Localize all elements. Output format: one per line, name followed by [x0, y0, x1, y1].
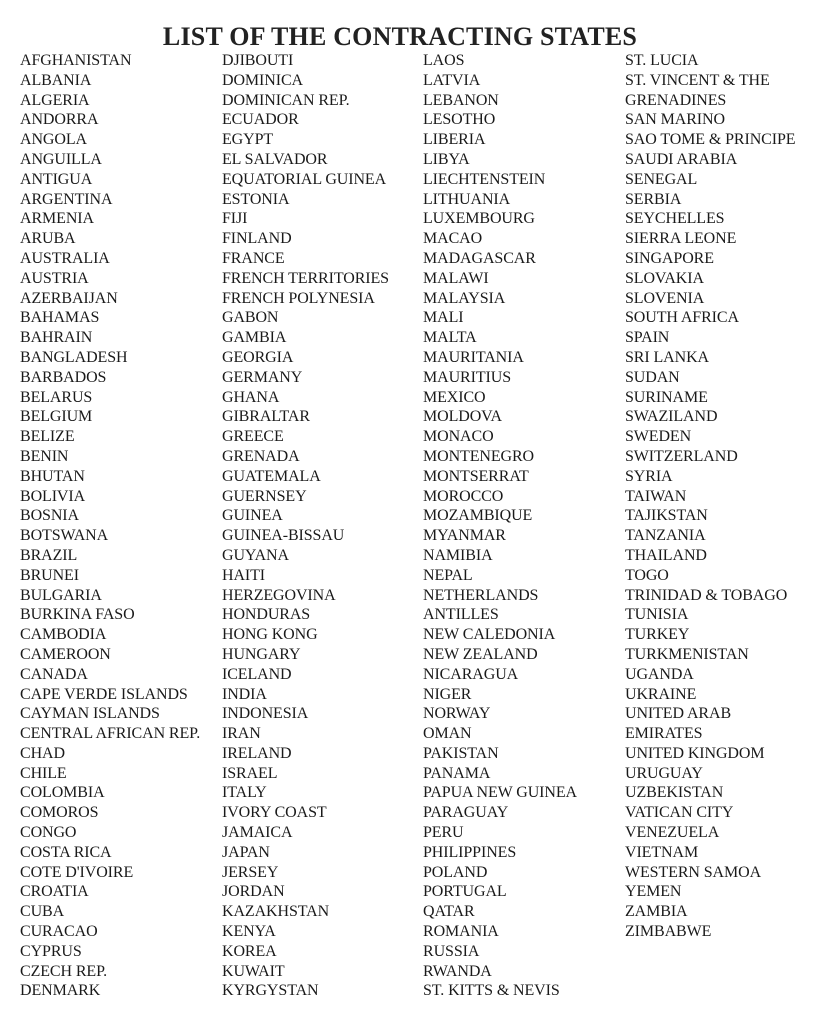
state-entry: CROATIA: [20, 883, 89, 901]
state-entry: BARBADOS: [20, 368, 107, 386]
state-entry: UNITED ARAB: [625, 705, 732, 723]
state-entry: SYRIA: [625, 467, 673, 485]
state-entry: SLOVENIA: [625, 289, 705, 307]
state-entry: ST. KITTS & NEVIS: [423, 982, 560, 1000]
state-entry: TURKMENISTAN: [625, 645, 749, 663]
state-entry: BURKINA FASO: [20, 606, 135, 624]
state-entry: HAITI: [222, 566, 266, 584]
state-entry: BRAZIL: [20, 546, 78, 564]
state-entry: UZBEKISTAN: [625, 784, 724, 802]
state-entry: CAYMAN ISLANDS: [20, 705, 160, 723]
state-entry: LEBANON: [423, 91, 499, 109]
state-entry: GRENADINES: [625, 91, 727, 109]
state-entry: ALGERIA: [20, 91, 90, 109]
state-entry: SURINAME: [625, 388, 708, 406]
state-entry: RWANDA: [423, 962, 492, 980]
state-entry: GUINEA: [222, 507, 283, 525]
state-entry: TAJIKSTAN: [625, 507, 708, 525]
state-entry: FINLAND: [222, 230, 292, 248]
state-entry: GUINEA-BISSAU: [222, 527, 345, 545]
state-entry: KAZAKHSTAN: [222, 903, 330, 921]
state-entry: CUBA: [20, 903, 65, 921]
state-entry: ANTILLES: [423, 606, 499, 624]
state-entry: BELIZE: [20, 428, 75, 446]
state-entry: KUWAIT: [222, 962, 285, 980]
state-entry: KENYA: [222, 923, 276, 941]
state-entry: SAUDI ARABIA: [625, 150, 738, 168]
state-entry: EGYPT: [222, 131, 274, 149]
state-entry: ITALY: [222, 784, 267, 802]
state-entry: BELGIUM: [20, 408, 93, 426]
state-entry: FRANCE: [222, 249, 285, 267]
states-column-1: [20, 51, 200, 1001]
state-entry: ANDORRA: [20, 111, 99, 129]
state-entry: LIECHTENSTEIN: [423, 170, 546, 188]
state-entry: BULGARIA: [20, 586, 102, 604]
state-entry: FIJI: [222, 210, 248, 228]
state-entry: MONTENEGRO: [423, 447, 534, 465]
state-entry: ICELAND: [222, 665, 292, 683]
state-entry: BOSNIA: [20, 507, 79, 525]
state-entry: ISRAEL: [222, 764, 278, 782]
state-entry: SAO TOME & PRINCIPE: [625, 131, 796, 149]
state-entry: BHUTAN: [20, 467, 85, 485]
state-entry: BAHRAIN: [20, 329, 93, 347]
state-entry: TUNISIA: [625, 606, 689, 624]
state-entry: LUXEMBOURG: [423, 210, 535, 228]
state-entry: LIBERIA: [423, 131, 486, 149]
state-entry: UGANDA: [625, 665, 694, 683]
state-entry: VIETNAM: [625, 843, 699, 861]
state-entry: SWEDEN: [625, 428, 692, 446]
state-entry: LIBYA: [423, 150, 470, 168]
state-entry: ECUADOR: [222, 111, 299, 129]
state-entry: CAMBODIA: [20, 626, 107, 644]
state-entry: CAMEROON: [20, 645, 111, 663]
state-entry: CHAD: [20, 744, 65, 762]
state-entry: FRENCH TERRITORIES: [222, 269, 389, 287]
state-entry: THAILAND: [625, 546, 707, 564]
state-entry: DOMINICAN REP.: [222, 91, 350, 109]
state-entry: DOMINICA: [222, 71, 303, 89]
state-entry: UKRAINE: [625, 685, 697, 703]
state-entry: ANGUILLA: [20, 150, 102, 168]
state-entry: HONDURAS: [222, 606, 311, 624]
state-entry: BOTSWANA: [20, 527, 109, 545]
state-entry: ROMANIA: [423, 923, 499, 941]
state-entry: MALTA: [423, 329, 477, 347]
state-entry: ST. LUCIA: [625, 52, 699, 69]
state-entry: KOREA: [222, 942, 277, 960]
state-entry: SAN MARINO: [625, 111, 725, 129]
state-entry: LAOS: [423, 52, 465, 69]
state-entry: MALAWI: [423, 269, 489, 287]
state-entry: INDIA: [222, 685, 267, 703]
state-entry: HERZEGOVINA: [222, 586, 336, 604]
state-entry: COLOMBIA: [20, 784, 105, 802]
state-entry: NEW CALEDONIA: [423, 626, 556, 644]
state-entry: PERU: [423, 824, 464, 842]
state-entry: POLAND: [423, 863, 488, 881]
state-entry: ANGOLA: [20, 131, 87, 149]
state-entry: YEMEN: [625, 883, 682, 901]
state-entry: VENEZUELA: [625, 824, 720, 842]
state-entry: SWITZERLAND: [625, 447, 738, 465]
state-entry: GEORGIA: [222, 348, 294, 366]
state-entry: SPAIN: [625, 329, 670, 347]
state-entry: IVORY COAST: [222, 804, 327, 822]
states-column-4: [625, 51, 795, 942]
state-entry: MADAGASCAR: [423, 249, 536, 267]
page-title: LIST OF THE CONTRACTING STATES: [162, 22, 638, 52]
states-column-2: [222, 51, 389, 1001]
state-entry: OMAN: [423, 725, 472, 743]
state-entry: FRENCH POLYNESIA: [222, 289, 375, 307]
state-entry: SERBIA: [625, 190, 682, 208]
state-entry: EMIRATES: [625, 725, 703, 743]
state-entry: NORWAY: [423, 705, 491, 723]
state-entry: CONGO: [20, 824, 77, 842]
state-entry: BENIN: [20, 447, 69, 465]
state-entry: AFGHANISTAN: [20, 52, 132, 69]
state-entry: KYRGYSTAN: [222, 982, 319, 1000]
state-entry: ZIMBABWE: [625, 923, 712, 941]
state-entry: SOUTH AFRICA: [625, 309, 739, 327]
state-entry: HONG KONG: [222, 626, 318, 644]
state-entry: SENEGAL: [625, 170, 698, 188]
state-entry: NAMIBIA: [423, 546, 493, 564]
state-entry: SLOVAKIA: [625, 269, 704, 287]
state-entry: ARGENTINA: [20, 190, 113, 208]
state-entry: AUSTRIA: [20, 269, 89, 287]
state-entry: GERMANY: [222, 368, 303, 386]
state-entry: ST. VINCENT & THE: [625, 71, 770, 89]
state-entry: URUGUAY: [625, 764, 703, 782]
state-entry: TOGO: [625, 566, 669, 584]
state-entry: COTE D'IVOIRE: [20, 863, 134, 881]
state-entry: JAMAICA: [222, 824, 293, 842]
state-entry: MAURITIUS: [423, 368, 511, 386]
state-entry: PAKISTAN: [423, 744, 499, 762]
state-entry: GUYANA: [222, 546, 289, 564]
state-entry: MONTSERRAT: [423, 467, 529, 485]
states-list: [0, 51, 837, 1011]
state-entry: SUDAN: [625, 368, 680, 386]
state-entry: BELARUS: [20, 388, 93, 406]
state-entry: MONACO: [423, 428, 494, 446]
state-entry: ARMENIA: [20, 210, 94, 228]
state-entry: CAPE VERDE ISLANDS: [20, 685, 188, 703]
state-entry: GUERNSEY: [222, 487, 307, 505]
state-entry: WESTERN SAMOA: [625, 863, 762, 881]
state-entry: BRUNEI: [20, 566, 79, 584]
state-entry: GRENADA: [222, 447, 300, 465]
state-entry: GIBRALTAR: [222, 408, 310, 426]
state-entry: GHANA: [222, 388, 280, 406]
state-entry: ARUBA: [20, 230, 76, 248]
state-entry: ESTONIA: [222, 190, 290, 208]
state-entry: SEYCHELLES: [625, 210, 725, 228]
state-entry: AZERBAIJAN: [20, 289, 118, 307]
state-entry: AUSTRALIA: [20, 249, 110, 267]
state-entry: MACAO: [423, 230, 483, 248]
state-entry: UNITED KINGDOM: [625, 744, 765, 762]
state-entry: COSTA RICA: [20, 843, 112, 861]
state-entry: TURKEY: [625, 626, 690, 644]
state-entry: SIERRA LEONE: [625, 230, 737, 248]
state-entry: SWAZILAND: [625, 408, 718, 426]
state-entry: ALBANIA: [20, 71, 92, 89]
state-entry: SINGAPORE: [625, 249, 714, 267]
state-entry: LESOTHO: [423, 111, 496, 129]
state-entry: CYPRUS: [20, 942, 82, 960]
state-entry: PANAMA: [423, 764, 491, 782]
state-entry: GREECE: [222, 428, 284, 446]
state-entry: PAPUA NEW GUINEA: [423, 784, 577, 802]
state-entry: NETHERLANDS: [423, 586, 539, 604]
state-entry: BANGLADESH: [20, 348, 128, 366]
state-entry: JORDAN: [222, 883, 285, 901]
state-entry: NIGER: [423, 685, 472, 703]
state-entry: PORTUGAL: [423, 883, 507, 901]
state-entry: NEPAL: [423, 566, 473, 584]
state-entry: TAIWAN: [625, 487, 687, 505]
state-entry: LITHUANIA: [423, 190, 511, 208]
state-entry: MALAYSIA: [423, 289, 506, 307]
state-entry: LATVIA: [423, 71, 481, 89]
state-entry: MYANMAR: [423, 527, 506, 545]
state-entry: NICARAGUA: [423, 665, 519, 683]
state-entry: RUSSIA: [423, 942, 480, 960]
state-entry: SRI LANKA: [625, 348, 709, 366]
state-entry: GABON: [222, 309, 279, 327]
state-entry: CURACAO: [20, 923, 98, 941]
state-entry: DENMARK: [20, 982, 101, 1000]
state-entry: PHILIPPINES: [423, 843, 517, 861]
state-entry: QATAR: [423, 903, 475, 921]
state-entry: BAHAMAS: [20, 309, 100, 327]
state-entry: MAURITANIA: [423, 348, 524, 366]
state-entry: CENTRAL AFRICAN REP.: [20, 725, 201, 743]
state-entry: DJIBOUTI: [222, 52, 294, 69]
state-entry: MEXICO: [423, 388, 486, 406]
state-entry: TANZANIA: [625, 527, 706, 545]
state-entry: ANTIGUA: [20, 170, 93, 188]
state-entry: GUATEMALA: [222, 467, 321, 485]
state-entry: CZECH REP.: [20, 962, 108, 980]
state-entry: CHILE: [20, 764, 67, 782]
state-entry: TRINIDAD & TOBAGO: [625, 586, 788, 604]
state-entry: CANADA: [20, 665, 88, 683]
state-entry: NEW ZEALAND: [423, 645, 538, 663]
state-entry: JAPAN: [222, 843, 270, 861]
state-entry: MOLDOVA: [423, 408, 503, 426]
state-entry: MALI: [423, 309, 464, 327]
state-entry: BOLIVIA: [20, 487, 86, 505]
state-entry: EL SALVADOR: [222, 150, 328, 168]
state-entry: INDONESIA: [222, 705, 309, 723]
states-column-3: [423, 51, 577, 1001]
state-entry: GAMBIA: [222, 329, 287, 347]
state-entry: ZAMBIA: [625, 903, 688, 921]
state-entry: PARAGUAY: [423, 804, 509, 822]
state-entry: VATICAN CITY: [625, 804, 734, 822]
state-entry: IRAN: [222, 725, 261, 743]
state-entry: HUNGARY: [222, 645, 301, 663]
state-entry: IRELAND: [222, 744, 292, 762]
state-entry: COMOROS: [20, 804, 99, 822]
state-entry: EQUATORIAL GUINEA: [222, 170, 387, 188]
state-entry: MOROCCO: [423, 487, 504, 505]
state-entry: MOZAMBIQUE: [423, 507, 533, 525]
state-entry: JERSEY: [222, 863, 279, 881]
